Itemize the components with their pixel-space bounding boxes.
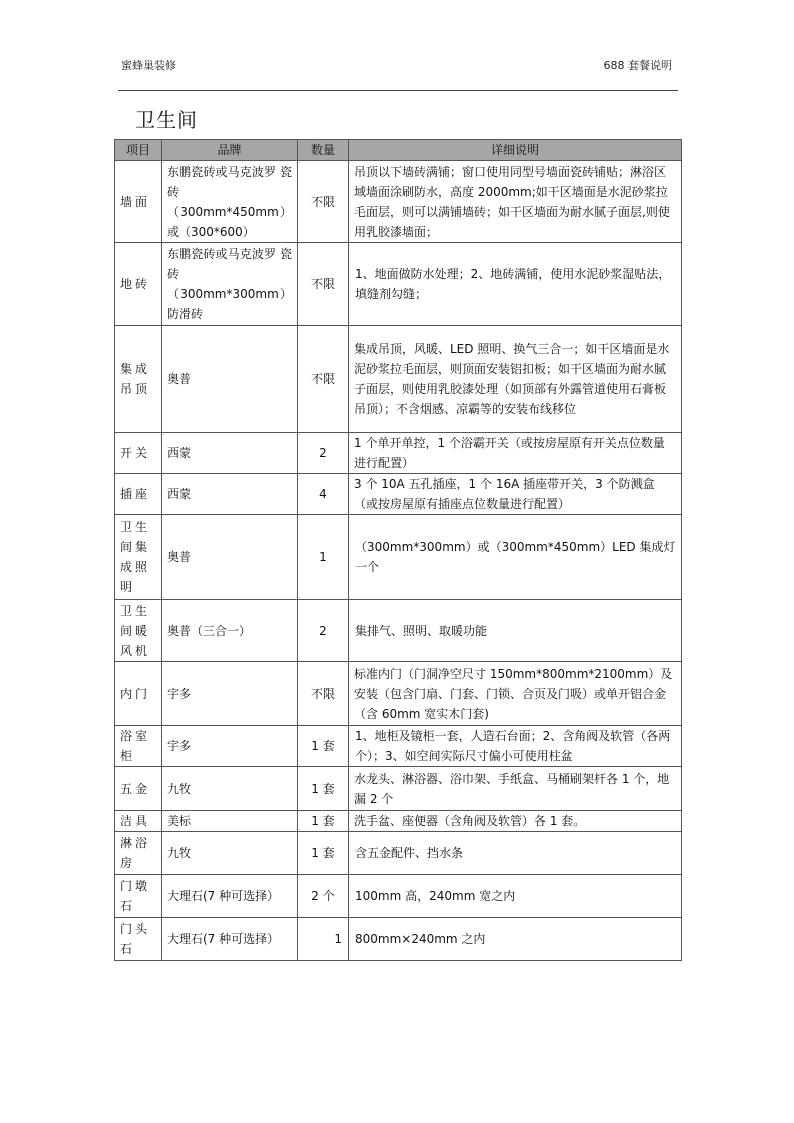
row-item: 集成吊顶 [115,326,162,433]
table-row [115,811,682,832]
row-details: 吊顶以下墙砖满铺；窗口使用同型号墙面瓷砖铺贴；淋浴区域墙面涂刷防水，高度 2000mm;如干区墙面是水泥砂浆拉毛面层，则可以满铺墙砖；如干区墙面为耐水腻子面层,则使用乳胶漆墙面； [349,161,682,243]
row-brand: 东鹏瓷砖或马克波罗 瓷 砖（300mm*450mm）或（300*600） [162,161,298,243]
table-row [115,832,682,875]
row-details: 水龙头、淋浴器、浴巾架、手纸盒、马桶刷架杆各 1 个，地漏 2 个 [349,767,682,811]
row-brand: 宇多 [162,662,298,726]
row-quantity: 1 [298,918,349,961]
row-details: 集成吊顶，风暖、LED 照明、换气三合一；如干区墙面是水泥砂浆拉毛面层，则顶面安装铝扣板；如干区墙面为耐水腻子面层，则使用乳胶漆处理（如顶部有外露管道使用石膏板吊顶）；不含烟感、凉霸等的安装布线移位 [349,326,682,433]
row-quantity: 不限 [298,662,349,726]
row-quantity: 2 [298,433,349,474]
row-item: 门墩石 [115,875,162,918]
table-header-row [115,140,682,161]
row-quantity: 1 套 [298,767,349,811]
row-quantity: 不限 [298,243,349,326]
row-quantity: 不限 [298,326,349,433]
row-item: 开关 [115,433,162,474]
table-row [115,767,682,811]
header-divider [118,90,678,91]
column-header-item: 项目 [115,140,162,161]
table-row [115,161,682,243]
row-item: 地砖 [115,243,162,326]
row-brand: 九牧 [162,832,298,875]
row-brand: 西蒙 [162,433,298,474]
table-row [115,918,682,961]
row-quantity: 1 套 [298,726,349,767]
row-item: 门头石 [115,918,162,961]
row-item: 洁具 [115,811,162,832]
table-row [115,326,682,433]
row-quantity: 1 [298,515,349,600]
row-quantity: 2 [298,600,349,662]
row-item: 内门 [115,662,162,726]
row-brand: 奥普 [162,515,298,600]
row-brand: 西蒙 [162,474,298,515]
row-details: 100mm 高，240mm 宽之内 [349,875,682,918]
row-details: 含五金配件、挡水条 [349,832,682,875]
column-header-quantity: 数量 [298,140,349,161]
row-item: 淋浴房 [115,832,162,875]
row-quantity: 不限 [298,161,349,243]
table-row [115,726,682,767]
row-brand: 宇多 [162,726,298,767]
row-quantity: 1 套 [298,811,349,832]
row-details: （300mm*300mm）或（300mm*450mm）LED 集成灯一个 [349,515,682,600]
row-item: 浴室柜 [115,726,162,767]
row-brand: 东鹏瓷砖或马克波罗 瓷 砖（300mm*300mm）防滑砖 [162,243,298,326]
section-title: 卫生间 [135,108,198,132]
row-item: 卫生间暖风机 [115,600,162,662]
row-details: 标准内门（门洞净空尺寸 150mm*800mm*2100mm）及安装（包含门扇、门套、门锁、合页及门吸）或单开铝合金（含 60mm 宽实木门套) [349,662,682,726]
row-details: 集排气、照明、取暖功能 [349,600,682,662]
row-item: 墙面 [115,161,162,243]
row-details: 1 个单开单控，1 个浴霸开关（或按房屋原有开关点位数量进行配置） [349,433,682,474]
row-details: 1、地面做防水处理；2、地砖满铺，使用水泥砂浆湿贴法，填缝剂勾缝； [349,243,682,326]
row-brand: 奥普 [162,326,298,433]
table-row [115,474,682,515]
row-brand: 大理石(7 种可选择） [162,918,298,961]
row-quantity: 2 个 [298,875,349,918]
table-row [115,662,682,726]
document-name: 688 套餐说明 [603,59,672,72]
row-brand: 美标 [162,811,298,832]
table-row [115,433,682,474]
row-quantity: 1 套 [298,832,349,875]
table-row [115,875,682,918]
row-brand: 大理石(7 种可选择） [162,875,298,918]
row-details: 洗手盆、座便器（含角阀及软管）各 1 套。 [349,811,682,832]
row-details: 800mm×240mm 之内 [349,918,682,961]
bathroom-spec-table [114,139,682,961]
company-name: 蜜蜂巢装修 [121,59,176,72]
column-header-details: 详细说明 [349,140,682,161]
row-item: 五金 [115,767,162,811]
table-row [115,515,682,600]
row-item: 卫生间集成照明 [115,515,162,600]
row-brand: 奥普（三合一） [162,600,298,662]
table-row [115,600,682,662]
row-item: 插座 [115,474,162,515]
row-quantity: 4 [298,474,349,515]
table-row [115,243,682,326]
row-details: 1、地柜及镜柜一套，人造石台面；2、含角阀及软管（各两个）；3、如空间实际尺寸偏小可使用柱盆 [349,726,682,767]
row-details: 3 个 10A 五孔插座，1 个 16A 插座带开关，3 个防溅盒（或按房屋原有插座点位数量进行配置） [349,474,682,515]
column-header-brand: 品牌 [162,140,298,161]
row-brand: 九牧 [162,767,298,811]
